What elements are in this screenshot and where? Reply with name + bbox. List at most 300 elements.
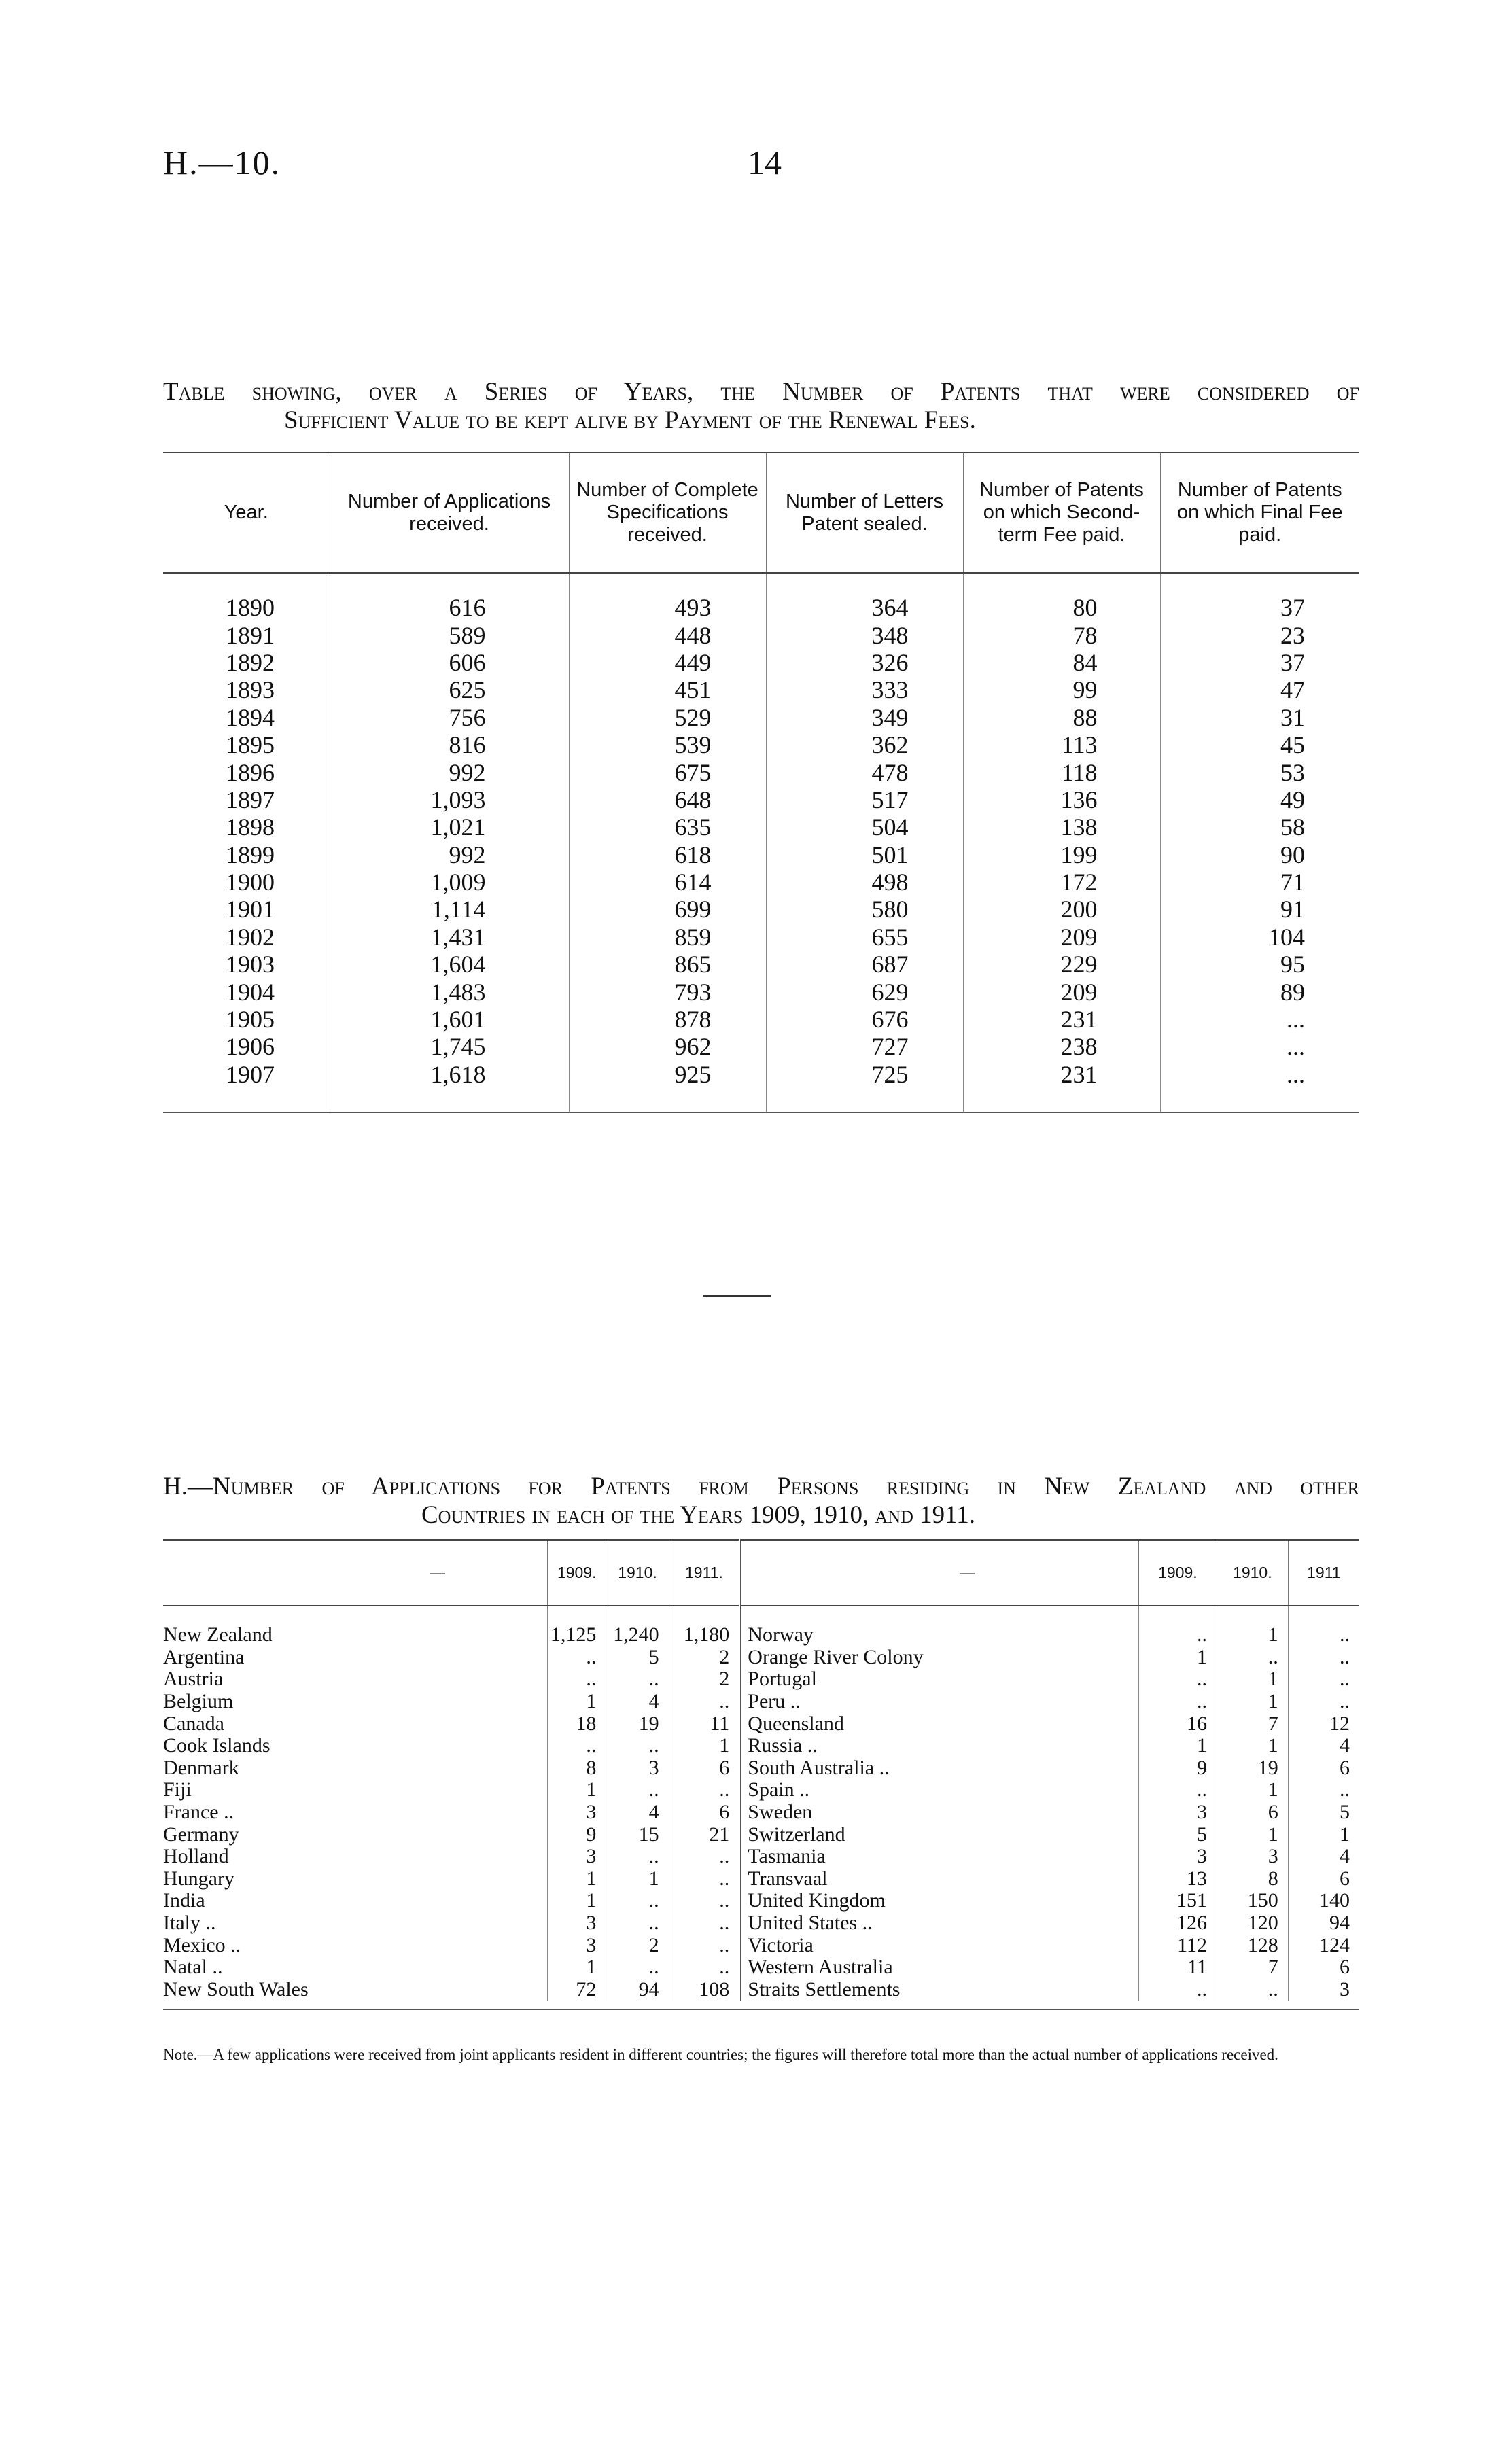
- count-cell: 1: [548, 1691, 606, 1713]
- count-cell: 1: [1217, 1624, 1288, 1647]
- count-cell: 19: [606, 1712, 669, 1735]
- count-cell: 2: [669, 1647, 740, 1669]
- count-cell: 1: [1138, 1735, 1217, 1757]
- country-name: Western Australia: [740, 1956, 1138, 1979]
- cell-year: 1897: [226, 786, 275, 813]
- count-cell: 108: [669, 1979, 740, 2001]
- country-name: Sweden: [740, 1801, 1138, 1824]
- table-row: [163, 1956, 1359, 1979]
- column-header-1909-left: 1909.: [548, 1540, 606, 1606]
- count-cell: 150: [1217, 1890, 1288, 1912]
- table-row: [163, 813, 1359, 841]
- cell-year: 1900: [226, 868, 275, 896]
- cell-year: 1906: [226, 1033, 275, 1061]
- cell-letters-patent: 580: [766, 896, 963, 923]
- count-cell: 3: [548, 1846, 606, 1868]
- column-header-1911-left: 1911.: [669, 1540, 740, 1606]
- cell-applications: 992: [330, 841, 569, 868]
- cell-final-fee: 31: [1160, 704, 1359, 731]
- cell-applications: 1,021: [330, 813, 569, 841]
- count-cell: 4: [606, 1691, 669, 1713]
- cell-letters-patent: 517: [766, 786, 963, 813]
- table-row: [163, 1979, 1359, 2001]
- table-h-note: Note.—A few applications were received from joint applicants resident in different countries; the figures will therefore total more than the actual number of applications received.: [163, 2046, 1278, 2063]
- count-cell: ..: [1288, 1691, 1359, 1713]
- count-cell: ..: [1288, 1668, 1359, 1691]
- table-row: [163, 1624, 1359, 1647]
- count-cell: 124: [1288, 1934, 1359, 1956]
- cell-year: 1894: [226, 703, 275, 731]
- table-row: [163, 704, 1359, 731]
- table-row: [163, 1868, 1359, 1890]
- count-cell: ..: [548, 1668, 606, 1691]
- cell-applications: 1,093: [330, 786, 569, 813]
- count-cell: 1: [669, 1735, 740, 1757]
- cell-final-fee: 37: [1160, 649, 1359, 676]
- count-cell: 11: [1138, 1956, 1217, 1979]
- cell-final-fee: ...: [1160, 1033, 1359, 1060]
- count-cell: 11: [669, 1712, 740, 1735]
- cell-applications: 1,009: [330, 868, 569, 896]
- country-name: Holland: [163, 1845, 229, 1868]
- count-cell: ..: [1138, 1691, 1217, 1713]
- count-cell: 6: [1288, 1868, 1359, 1890]
- table-g-title-line-1: Table showing, over a Series of Years, the Number of Patents that were considered of: [163, 378, 1359, 406]
- cell-second-term-fee: 209: [963, 978, 1160, 1005]
- count-cell: ..: [1138, 1624, 1217, 1647]
- cell-second-term-fee: 209: [963, 923, 1160, 951]
- cell-second-term-fee: 84: [963, 649, 1160, 676]
- count-cell: 3: [1138, 1846, 1217, 1868]
- count-cell: ..: [669, 1956, 740, 1979]
- cell-applications: 756: [330, 704, 569, 731]
- country-name: United States ..: [740, 1912, 1138, 1935]
- count-cell: 4: [1288, 1846, 1359, 1868]
- count-cell: ..: [669, 1846, 740, 1868]
- count-cell: ..: [669, 1691, 740, 1713]
- count-cell: 3: [548, 1912, 606, 1935]
- table-h-title: [163, 1473, 1359, 1530]
- cell-specifications: 529: [569, 704, 766, 731]
- country-name: Argentina: [163, 1645, 245, 1668]
- cell-year: 1893: [226, 676, 275, 704]
- cell-letters-patent: 687: [766, 951, 963, 978]
- table-row: [163, 868, 1359, 896]
- column-header-applications: Number of Applications received.: [330, 453, 569, 573]
- cell-letters-patent: 364: [766, 594, 963, 621]
- cell-specifications: 793: [569, 978, 766, 1005]
- table-row: [163, 1735, 1359, 1757]
- count-cell: 15: [606, 1823, 669, 1846]
- count-cell: 94: [1288, 1912, 1359, 1935]
- table-row: [163, 1846, 1359, 1868]
- count-cell: 112: [1138, 1934, 1217, 1956]
- count-cell: 1: [1217, 1668, 1288, 1691]
- country-name: Victoria: [740, 1934, 1138, 1956]
- count-cell: ..: [606, 1890, 669, 1912]
- count-cell: 1: [1217, 1691, 1288, 1713]
- country-name: Belgium: [163, 1690, 234, 1713]
- column-header-letters-patent: Number of Letters Patent sealed.: [766, 453, 963, 573]
- column-header-final-fee: Number of Patents on which Final Fee paid.: [1160, 453, 1359, 573]
- table-h-header-row: [163, 1540, 1359, 1606]
- cell-final-fee: 89: [1160, 978, 1359, 1005]
- cell-specifications: 675: [569, 758, 766, 786]
- count-cell: 3: [606, 1757, 669, 1780]
- count-cell: ..: [606, 1912, 669, 1935]
- cell-year: 1899: [226, 841, 275, 868]
- cell-specifications: 962: [569, 1033, 766, 1060]
- cell-second-term-fee: 88: [963, 704, 1160, 731]
- table-row: [163, 1033, 1359, 1060]
- count-cell: 7: [1217, 1712, 1288, 1735]
- cell-year: 1904: [226, 978, 275, 1006]
- country-name: Italy ..: [163, 1912, 216, 1935]
- count-cell: 19: [1217, 1757, 1288, 1780]
- count-cell: ..: [548, 1647, 606, 1669]
- count-cell: 12: [1288, 1712, 1359, 1735]
- column-header-specifications: Number of Complete Specifications received.: [569, 453, 766, 573]
- column-header-year: Year.: [163, 453, 330, 573]
- table-row: [163, 1912, 1359, 1935]
- cell-specifications: 925: [569, 1061, 766, 1088]
- cell-specifications: 451: [569, 676, 766, 703]
- cell-second-term-fee: 118: [963, 758, 1160, 786]
- count-cell: ..: [1217, 1647, 1288, 1669]
- table-row: [163, 1801, 1359, 1824]
- cell-final-fee: 90: [1160, 841, 1359, 868]
- cell-applications: 1,431: [330, 923, 569, 951]
- country-name: Hungary: [163, 1867, 234, 1890]
- column-header-second-term-fee: Number of Patents on which Second-term Fee paid.: [963, 453, 1160, 573]
- cell-specifications: 618: [569, 841, 766, 868]
- country-name: Peru ..: [740, 1691, 1138, 1713]
- country-name: Cook Islands: [163, 1734, 270, 1757]
- cell-specifications: 449: [569, 649, 766, 676]
- count-cell: 72: [548, 1979, 606, 2001]
- cell-year: 1905: [226, 1006, 275, 1034]
- cell-letters-patent: 478: [766, 758, 963, 786]
- cell-year: 1890: [226, 594, 275, 622]
- column-header-1910-right: 1910.: [1217, 1540, 1288, 1606]
- cell-specifications: 614: [569, 868, 766, 896]
- cell-applications: 816: [330, 731, 569, 758]
- table-row: [163, 1647, 1359, 1669]
- count-cell: 4: [606, 1801, 669, 1824]
- table-row: [163, 951, 1359, 978]
- count-cell: 1,125: [548, 1624, 606, 1647]
- document-reference: H.—10.: [163, 143, 281, 181]
- country-name: Russia ..: [740, 1735, 1138, 1757]
- country-name: Straits Settlements: [740, 1979, 1138, 2001]
- country-name: Fiji: [163, 1778, 192, 1801]
- cell-letters-patent: 333: [766, 676, 963, 703]
- count-cell: 3: [548, 1934, 606, 1956]
- cell-specifications: 648: [569, 786, 766, 813]
- cell-specifications: 635: [569, 813, 766, 841]
- table-g: [163, 452, 1359, 1113]
- country-name: Portugal: [740, 1668, 1138, 1691]
- count-cell: 151: [1138, 1890, 1217, 1912]
- count-cell: ..: [1138, 1979, 1217, 2001]
- cell-specifications: 699: [569, 896, 766, 923]
- cell-year: 1891: [226, 621, 275, 649]
- cell-year: 1895: [226, 731, 275, 759]
- column-header-country-right: —: [740, 1540, 1138, 1606]
- table-row: [163, 649, 1359, 676]
- cell-year: 1901: [226, 896, 275, 923]
- cell-second-term-fee: 238: [963, 1033, 1160, 1060]
- count-cell: 1: [1138, 1647, 1217, 1669]
- count-cell: ..: [1288, 1647, 1359, 1669]
- cell-second-term-fee: 80: [963, 594, 1160, 621]
- table-row: [163, 594, 1359, 621]
- country-name: New South Wales: [163, 1977, 309, 2001]
- cell-second-term-fee: 231: [963, 1061, 1160, 1088]
- count-cell: 1: [548, 1868, 606, 1890]
- cell-letters-patent: 629: [766, 978, 963, 1005]
- cell-applications: 606: [330, 649, 569, 676]
- column-header-1909-right: 1909.: [1138, 1540, 1217, 1606]
- cell-applications: 1,601: [330, 1006, 569, 1033]
- cell-second-term-fee: 229: [963, 951, 1160, 978]
- cell-applications: 1,618: [330, 1061, 569, 1088]
- count-cell: ..: [1138, 1668, 1217, 1691]
- cell-second-term-fee: 172: [963, 868, 1160, 896]
- cell-final-fee: 58: [1160, 813, 1359, 841]
- country-name: Denmark: [163, 1756, 239, 1779]
- table-row: [163, 676, 1359, 703]
- count-cell: 3: [1288, 1979, 1359, 2001]
- country-name: Tasmania: [740, 1846, 1138, 1868]
- count-cell: 3: [548, 1801, 606, 1824]
- cell-final-fee: 104: [1160, 923, 1359, 951]
- count-cell: 128: [1217, 1934, 1288, 1956]
- country-name: Austria: [163, 1668, 224, 1691]
- country-name: Queensland: [740, 1712, 1138, 1735]
- count-cell: ..: [669, 1779, 740, 1801]
- count-cell: 16: [1138, 1712, 1217, 1735]
- count-cell: 2: [669, 1668, 740, 1691]
- cell-specifications: 448: [569, 621, 766, 648]
- cell-final-fee: 37: [1160, 594, 1359, 621]
- cell-year: 1896: [226, 758, 275, 786]
- cell-applications: 1,114: [330, 896, 569, 923]
- country-name: Transvaal: [740, 1868, 1138, 1890]
- table-h-body: [163, 1606, 1359, 2009]
- count-cell: ..: [669, 1934, 740, 1956]
- count-cell: 3: [1138, 1801, 1217, 1824]
- cell-applications: 589: [330, 621, 569, 648]
- cell-applications: 616: [330, 594, 569, 621]
- cell-specifications: 539: [569, 731, 766, 758]
- table-row: [163, 1757, 1359, 1780]
- count-cell: ..: [606, 1846, 669, 1868]
- table-row: [163, 1668, 1359, 1691]
- column-header-1910-left: 1910.: [606, 1540, 669, 1606]
- cell-final-fee: 71: [1160, 868, 1359, 896]
- country-name: Mexico ..: [163, 1933, 241, 1956]
- cell-applications: 625: [330, 676, 569, 703]
- table-row: [163, 1779, 1359, 1801]
- cell-letters-patent: 504: [766, 813, 963, 841]
- table-row: [163, 1712, 1359, 1735]
- cell-final-fee: 45: [1160, 731, 1359, 758]
- table-row: [163, 923, 1359, 951]
- count-cell: ..: [606, 1735, 669, 1757]
- count-cell: 6: [1288, 1956, 1359, 1979]
- count-cell: 1: [1217, 1779, 1288, 1801]
- count-cell: 13: [1138, 1868, 1217, 1890]
- cell-specifications: 493: [569, 594, 766, 621]
- count-cell: ..: [669, 1890, 740, 1912]
- table-row: [163, 1061, 1359, 1088]
- table-row: [163, 1890, 1359, 1912]
- count-cell: 1,240: [606, 1624, 669, 1647]
- count-cell: ..: [1288, 1779, 1359, 1801]
- table-row: [163, 1691, 1359, 1713]
- table-g-title-line-2: Sufficient Value to be kept alive by Payment of the Renewal Fees.: [284, 406, 976, 434]
- count-cell: 1: [1217, 1823, 1288, 1846]
- cell-letters-patent: 326: [766, 649, 963, 676]
- count-cell: 3: [1217, 1846, 1288, 1868]
- table-row: [163, 731, 1359, 758]
- count-cell: 94: [606, 1979, 669, 2001]
- count-cell: 1: [548, 1890, 606, 1912]
- count-cell: 18: [548, 1712, 606, 1735]
- cell-letters-patent: 501: [766, 841, 963, 868]
- cell-applications: 1,604: [330, 951, 569, 978]
- count-cell: ..: [606, 1668, 669, 1691]
- count-cell: ..: [606, 1956, 669, 1979]
- country-name: United Kingdom: [740, 1890, 1138, 1912]
- cell-final-fee: 53: [1160, 758, 1359, 786]
- country-name: Switzerland: [740, 1823, 1138, 1846]
- cell-letters-patent: 655: [766, 923, 963, 951]
- count-cell: 8: [1217, 1868, 1288, 1890]
- cell-letters-patent: 498: [766, 868, 963, 896]
- count-cell: 21: [669, 1823, 740, 1846]
- count-cell: 8: [548, 1757, 606, 1780]
- cell-applications: 1,483: [330, 978, 569, 1005]
- count-cell: ..: [669, 1868, 740, 1890]
- count-cell: 5: [606, 1647, 669, 1669]
- table-row: [163, 621, 1359, 648]
- count-cell: 2: [606, 1934, 669, 1956]
- count-cell: 7: [1217, 1956, 1288, 1979]
- count-cell: 1: [548, 1779, 606, 1801]
- count-cell: 4: [1288, 1735, 1359, 1757]
- count-cell: 120: [1217, 1912, 1288, 1935]
- cell-specifications: 859: [569, 923, 766, 951]
- count-cell: 126: [1138, 1912, 1217, 1935]
- cell-second-term-fee: 199: [963, 841, 1160, 868]
- count-cell: 9: [1138, 1757, 1217, 1780]
- table-g-title: [163, 378, 1359, 435]
- count-cell: 5: [1138, 1823, 1217, 1846]
- count-cell: 1,180: [669, 1624, 740, 1647]
- table-h-title-line-1: H.—Number of Applications for Patents from Persons residing in New Zealand and other: [163, 1473, 1359, 1500]
- table-row: [163, 896, 1359, 923]
- count-cell: ..: [606, 1779, 669, 1801]
- table-h-title-line-2: Countries in each of the Years 1909, 1910, and 1911.: [421, 1501, 975, 1529]
- cell-final-fee: ...: [1160, 1006, 1359, 1033]
- count-cell: 6: [669, 1757, 740, 1780]
- cell-letters-patent: 348: [766, 621, 963, 648]
- cell-letters-patent: 727: [766, 1033, 963, 1060]
- table-row: [163, 841, 1359, 868]
- cell-year: 1902: [226, 923, 275, 951]
- count-cell: 6: [669, 1801, 740, 1824]
- country-name: South Australia ..: [740, 1757, 1138, 1780]
- count-cell: 9: [548, 1823, 606, 1846]
- table-row: [163, 1823, 1359, 1846]
- cell-specifications: 878: [569, 1006, 766, 1033]
- cell-letters-patent: 349: [766, 704, 963, 731]
- country-name: New Zealand: [163, 1623, 273, 1647]
- count-cell: 5: [1288, 1801, 1359, 1824]
- cell-final-fee: 23: [1160, 621, 1359, 648]
- country-name: India: [163, 1889, 205, 1912]
- cell-second-term-fee: 78: [963, 621, 1160, 648]
- count-cell: ..: [548, 1735, 606, 1757]
- cell-second-term-fee: 99: [963, 676, 1160, 703]
- cell-letters-patent: 676: [766, 1006, 963, 1033]
- table-row: [163, 1006, 1359, 1033]
- country-name: France ..: [163, 1801, 234, 1824]
- cell-final-fee: 91: [1160, 896, 1359, 923]
- table-g-header-row: [163, 453, 1359, 573]
- cell-letters-patent: 725: [766, 1061, 963, 1088]
- country-name: Germany: [163, 1823, 239, 1846]
- count-cell: ..: [1288, 1624, 1359, 1647]
- cell-final-fee: 47: [1160, 676, 1359, 703]
- country-name: Norway: [740, 1624, 1138, 1647]
- count-cell: 6: [1288, 1757, 1359, 1780]
- section-divider: [703, 1295, 771, 1297]
- cell-final-fee: 49: [1160, 786, 1359, 813]
- cell-year: 1903: [226, 951, 275, 979]
- page-number: 14: [748, 143, 782, 181]
- cell-second-term-fee: 138: [963, 813, 1160, 841]
- count-cell: ..: [1138, 1779, 1217, 1801]
- count-cell: 1: [1288, 1823, 1359, 1846]
- cell-second-term-fee: 231: [963, 1006, 1160, 1033]
- cell-year: 1892: [226, 648, 275, 676]
- cell-final-fee: 95: [1160, 951, 1359, 978]
- cell-year: 1898: [226, 813, 275, 841]
- country-name: Natal ..: [163, 1956, 223, 1979]
- count-cell: 140: [1288, 1890, 1359, 1912]
- country-name: Orange River Colony: [740, 1647, 1138, 1669]
- count-cell: 1: [548, 1956, 606, 1979]
- count-cell: 1: [606, 1868, 669, 1890]
- table-row: [163, 758, 1359, 786]
- cell-specifications: 865: [569, 951, 766, 978]
- cell-second-term-fee: 200: [963, 896, 1160, 923]
- cell-applications: 1,745: [330, 1033, 569, 1060]
- count-cell: ..: [1217, 1979, 1288, 2001]
- count-cell: 6: [1217, 1801, 1288, 1824]
- cell-applications: 992: [330, 758, 569, 786]
- country-name: Spain ..: [740, 1779, 1138, 1801]
- table-row: [163, 978, 1359, 1005]
- cell-final-fee: ...: [1160, 1061, 1359, 1088]
- table-h: [163, 1539, 1359, 2010]
- cell-second-term-fee: 113: [963, 731, 1160, 758]
- table-row: [163, 1934, 1359, 1956]
- country-name: Canada: [163, 1712, 224, 1735]
